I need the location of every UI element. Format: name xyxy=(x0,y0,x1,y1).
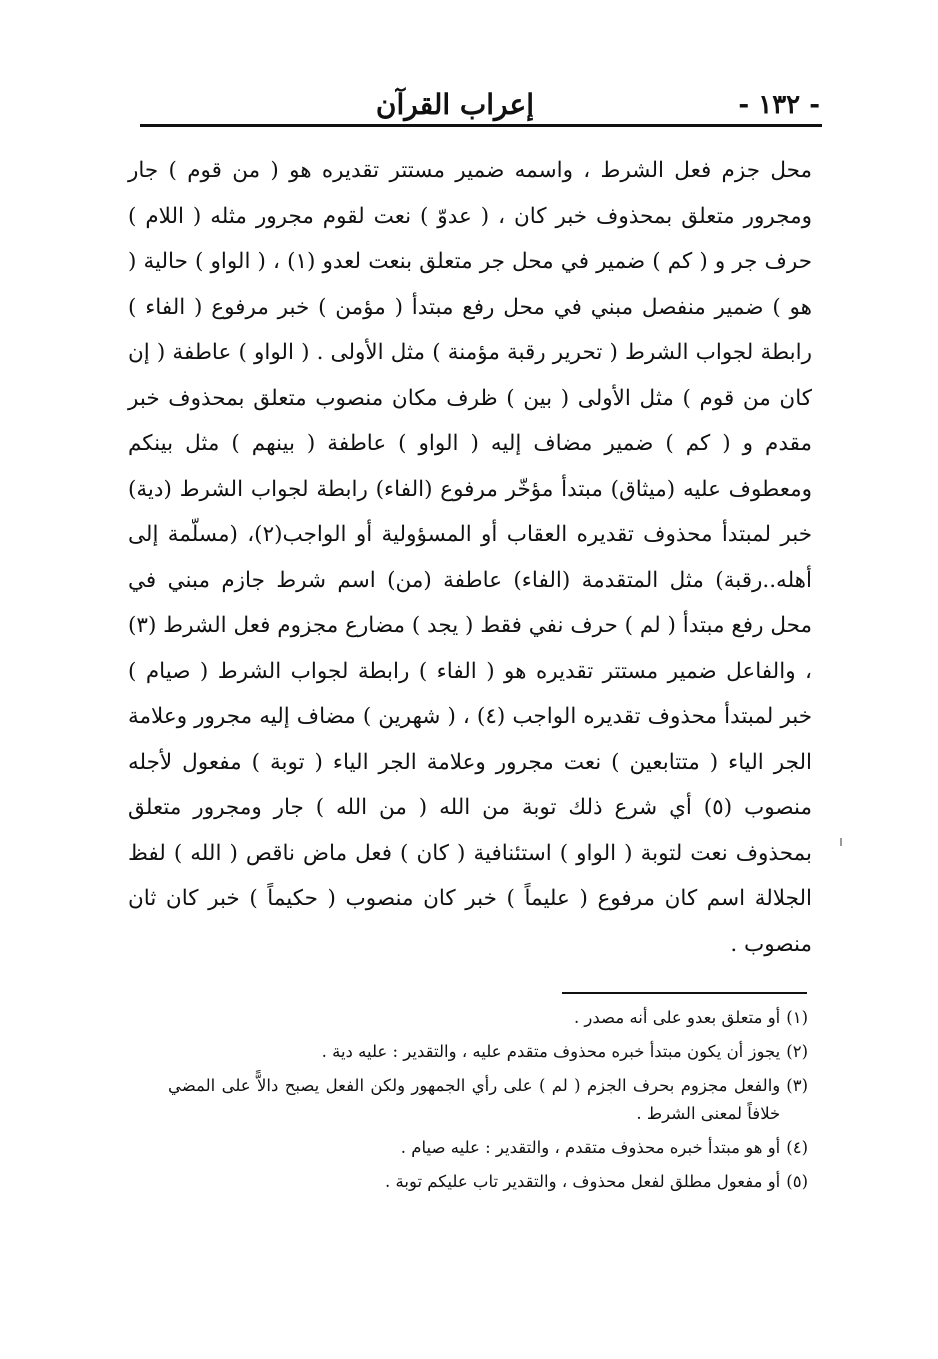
footnote-text: والفعل مجزوم بحرف الجزم ( لم ) على رأي الجمهور ولكن الفعل يصبح دالاًّ على المضي خلافاً لمعنى الشرط . xyxy=(168,1076,781,1123)
scan-mark xyxy=(840,838,842,846)
footnotes xyxy=(168,1004,808,1202)
footnote-number: (٣) xyxy=(786,1076,808,1095)
footnote-text: يجوز أن يكون مبتدأ خبره محذوف متقدم عليه ، والتقدير : عليه دية . xyxy=(321,1042,781,1061)
footnote-1 xyxy=(168,1004,808,1032)
footnote-2 xyxy=(168,1038,808,1066)
footnote-number: (٢) xyxy=(786,1042,808,1061)
footnote-number: (٤) xyxy=(786,1138,808,1157)
page-number: - ١٣٢ - xyxy=(738,90,820,120)
footnote-number: (١) xyxy=(786,1008,808,1027)
running-title: إعراب القرآن xyxy=(375,88,534,121)
page-header xyxy=(140,80,820,120)
footnote-3 xyxy=(168,1072,808,1128)
header-rule xyxy=(140,124,822,127)
body-paragraph: محل جزم فعل الشرط ، واسمه ضمير مستتر تقديره هو ( من قوم ) جار ومجرور متعلق بمحذوف خبر كان ، ( عدوّ ) نعت لقوم مجرور مثله ( اللام ) حرف جر و ( كم ) ضمير في محل جر متعلق بنعت لعدو (١) ، ( الواو ) حالية ( هو ) ضمير منفصل مبني في محل رفع مبتدأ ( مؤمن ) خبر مرفوع ( الفاء ) رابطة لجواب الشرط ( تحرير رقبة مؤمنة ) مثل الأولى . ( الواو ) عاطفة ( إن كان من قوم ) مثل الأولى ( بين ) ظرف مكان منصوب متعلق بمحذوف خبر مقدم و ( كم ) ضمير مضاف إليه ( الواو ) عاطفة ( بينهم ) مثل بينكم ومعطوف عليه (ميثاق) مبتدأ مؤخّر مرفوع (الفاء) رابطة لجواب الشرط (دية) خبر لمبتدأ محذوف تقديره العقاب أو المسؤولية أو الواجب(٢)، (مسلّمة إلى أهله..رقبة) مثل المتقدمة (الفاء) عاطفة (من) اسم شرط جازم مبني في محل رفع مبتدأ ( لم ) حرف نفي فقط ( يجد ) مضارع مجزوم فعل الشرط (٣) ، والفاعل ضمير مستتر تقديره هو ( الفاء ) رابطة لجواب الشرط ( صيام ) خبر لمبتدأ محذوف تقديره الواجب (٤) ، ( شهرين ) مضاف إليه مجرور وعلامة الجر الياء ( متتابعين ) نعت مجرور وعلامة الجر الياء ( توبة ) مفعول لأجله منصوب (٥) أي شرع ذلك توبة من الله ( من الله ) جار ومجرور متعلق بمحذوف نعت لتوبة ( الواو ) استئنافية ( كان ) فعل ماض ناقص ( الله ) لفظ الجلالة اسم كان مرفوع ( عليماً ) خبر كان منصوب ( حكيماً ) خبر كان ثان منصوب . xyxy=(128,158,813,957)
body-text xyxy=(128,148,812,967)
footnote-number: (٥) xyxy=(786,1172,808,1191)
footnote-separator xyxy=(562,992,807,994)
footnote-5 xyxy=(168,1168,808,1196)
footnote-text: أو مفعول مطلق لفعل محذوف ، والتقدير تاب عليكم توبة . xyxy=(385,1172,781,1191)
footnote-4 xyxy=(168,1134,808,1162)
footnote-text: أو متعلق بعدو على أنه مصدر . xyxy=(573,1008,781,1027)
footnote-text: أو هو مبتدأ خبره محذوف متقدم ، والتقدير : عليه صيام . xyxy=(400,1138,781,1157)
